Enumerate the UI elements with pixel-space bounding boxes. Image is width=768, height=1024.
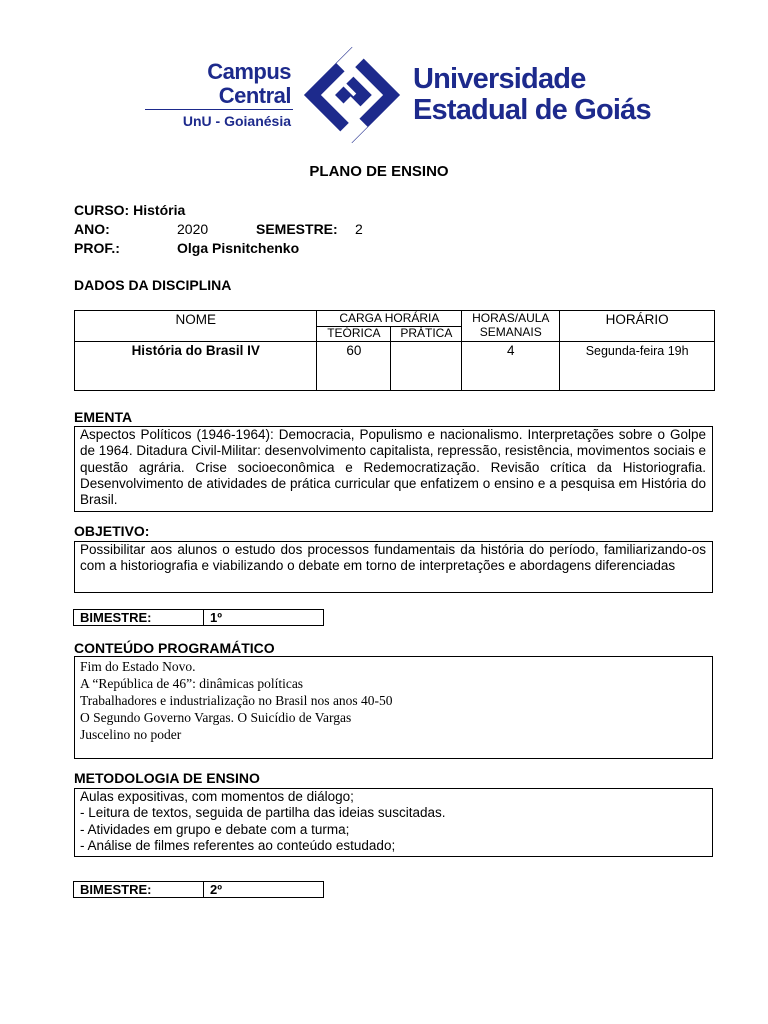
header-carga: CARGA HORÁRIA <box>317 311 462 327</box>
curso-line <box>74 202 185 218</box>
header-horas <box>462 311 560 342</box>
curso-label: CURSO: <box>74 202 130 218</box>
metodologia-item: - Leitura de textos, seguida de partilha das ideias suscitadas. <box>80 805 446 821</box>
bimestre-1 <box>73 609 324 626</box>
bimestre-2-value: 2º <box>210 882 222 897</box>
campus-line-3: UnU - Goianésia <box>182 113 291 129</box>
ementa-box: Aspectos Políticos (1946-1964): Democracia, Populismo e nacionalismo. Interpretações sobre o Golpe de 1964. Ditadura Civil-Militar: desenvolvimento capitalista, repressão, resistência, movimentos sociais e questão agrária. Crise socioeconômica e Redemocratização. Revisão crítica da Historiografia. Desenvolvimento de atividades de prática curricular que enfatizem o ensino e a pesquisa em História do Brasil. <box>74 426 713 512</box>
bimestre-2-label: BIMESTRE: <box>74 882 204 897</box>
conteudo-item: Fim do Estado Novo. <box>80 659 196 674</box>
semestre-value: 2 <box>355 221 363 237</box>
header-horas-line2: SEMANAIS <box>479 325 542 339</box>
discipline-table <box>74 310 715 391</box>
curso-value: História <box>133 202 186 218</box>
conteudo-item: O Segundo Governo Vargas. O Suicídio de Vargas <box>80 710 352 725</box>
objetivo-heading: OBJETIVO: <box>74 523 150 539</box>
university-name <box>413 64 651 126</box>
campus-logo-text <box>145 60 291 130</box>
metodologia-item: - Atividades em grupo e debate com a turma; <box>80 821 350 837</box>
ano-value: 2020 <box>177 221 209 237</box>
cell-nome: História do Brasil IV <box>75 342 317 391</box>
header-pratica: PRÁTICA <box>391 327 462 342</box>
prof-label: PROF.: <box>74 240 120 256</box>
university-line-2: Estadual de Goiás <box>413 94 651 126</box>
ano-label: ANO: <box>74 221 110 237</box>
cell-horas: 4 <box>462 342 560 391</box>
metodologia-heading: METODOLOGIA DE ENSINO <box>74 770 260 786</box>
conteudo-item: A “República de 46”: dinâmicas políticas <box>80 676 304 691</box>
header-teorica: TEÓRICA <box>317 327 391 342</box>
metodologia-item: Aulas expositivas, com momentos de diálogo; <box>80 789 354 804</box>
metodologia-item: - Análise de filmes referentes ao conteúdo estudado; <box>80 837 396 853</box>
metodologia-box <box>74 788 713 857</box>
conteudo-item: Juscelino no poder <box>80 727 182 742</box>
bimestre-2 <box>73 881 324 898</box>
prof-value: Olga Pisnitchenko <box>177 240 300 256</box>
dados-heading: DADOS DA DISCIPLINA <box>74 277 232 293</box>
cell-horario: Segunda-feira 19h <box>560 342 715 391</box>
cell-teorica: 60 <box>317 342 391 391</box>
ueg-logo-icon <box>300 45 404 145</box>
conteudo-item: Trabalhadores e industrialização no Brasil nos anos 40-50 <box>80 693 393 708</box>
bimestre-1-label: BIMESTRE: <box>74 610 204 625</box>
conteudo-heading: CONTEÚDO PROGRAMÁTICO <box>74 640 275 656</box>
page-title: PLANO DE ENSINO <box>309 163 449 180</box>
ementa-heading: EMENTA <box>74 409 133 425</box>
logo-divider <box>145 109 293 110</box>
header-horario: HORÁRIO <box>560 311 715 342</box>
semestre-label: SEMESTRE: <box>256 221 338 237</box>
university-line-1: Universidade <box>413 63 586 95</box>
header-nome: NOME <box>75 311 317 342</box>
header-horas-line1: HORAS/AULA <box>472 311 550 325</box>
campus-line-1: Campus <box>207 59 291 84</box>
bimestre-1-value: 1º <box>210 610 222 625</box>
cell-pratica <box>391 342 462 391</box>
campus-line-2: Central <box>218 83 291 108</box>
conteudo-box <box>74 656 713 759</box>
objetivo-box: Possibilitar aos alunos o estudo dos processos fundamentais da história do período, familiarizando-os com a historiografia e viabilizando o debate em torno de interpretações e abordagens diferenciadas <box>74 541 713 593</box>
